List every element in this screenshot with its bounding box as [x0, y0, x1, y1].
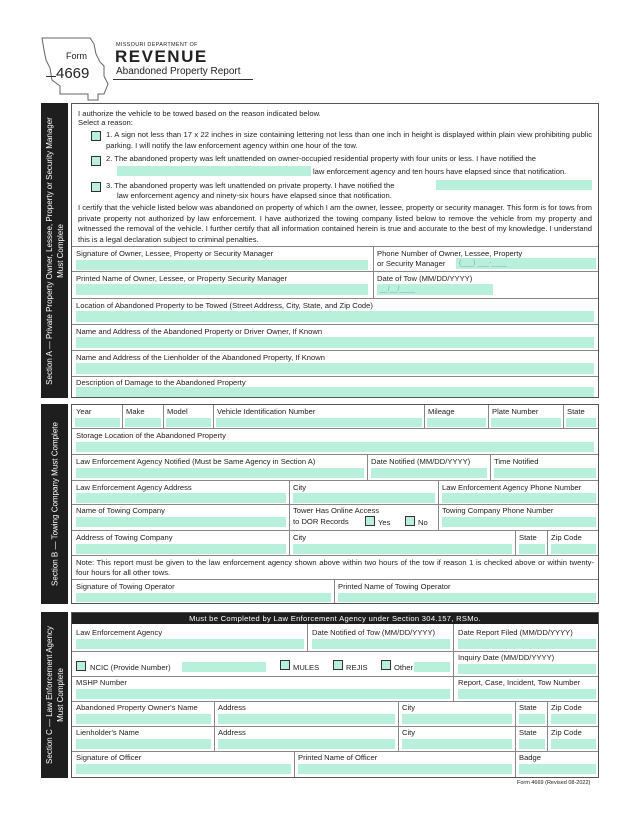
time-notified-field[interactable] [494, 468, 596, 478]
owner-printed-name-field[interactable] [76, 284, 368, 295]
le-city-label: City [293, 483, 307, 492]
time-notified-label: Time Notified [494, 457, 539, 466]
plate-field[interactable] [491, 418, 561, 427]
lienholder-address-label: Address [218, 728, 246, 737]
tower-online-yes-checkbox[interactable] [365, 516, 375, 526]
officer-printed-name-field[interactable] [298, 764, 512, 774]
reason-1-text: 1. A sign not less than 17 x 22 inches in size containing lettering not less than one inch in height is displayed within plain view prohibiting public parking. I will notify the law enforcement agency within one hour of the tow. [106, 130, 592, 150]
make-field[interactable] [125, 418, 161, 427]
owner-zip-label: Zip Code [551, 703, 582, 712]
reason-3-text: 3. The abandoned property was left unattended on private property. I have notified the [106, 181, 395, 190]
date-notified-tow-field[interactable] [312, 639, 450, 649]
reason-2-text: 2. The abandoned property was left unattended on owner-occupied residential property with four units or less. I have notified the [106, 154, 537, 163]
le-phone-field[interactable] [442, 493, 596, 503]
date-notified-label: Date Notified (MM/DD/YYYY) [371, 457, 471, 466]
owner-state-field[interactable] [519, 714, 545, 724]
le-notified-field[interactable] [76, 468, 364, 478]
officer-signature-label: Signature of Officer [76, 753, 142, 762]
model-label: Model [167, 407, 188, 416]
tow-state-field[interactable] [519, 544, 545, 554]
badge-field[interactable] [519, 764, 596, 774]
form-revision: Form 4669 (Revised 08-2022) [517, 780, 591, 786]
tow-zip-field[interactable] [551, 544, 596, 554]
tower-online-no-checkbox[interactable] [405, 516, 415, 526]
no-label: No [418, 518, 428, 527]
other-field[interactable] [414, 662, 450, 672]
date-filed-label: Date Report Filed (MM/DD/YYYY) [458, 628, 573, 637]
location-field[interactable] [76, 311, 594, 322]
ncic-label: NCIC (Provide Number) [90, 663, 171, 672]
agency-small-text: MISSOURI DEPARTMENT OF [116, 42, 198, 48]
date-filed-field[interactable] [458, 639, 596, 649]
reason-2-text-cont: law enforcement agency and ten hours have elapsed since that notification. [313, 167, 567, 176]
tower-online-label: Tower Has Online Access [293, 506, 380, 515]
report-number-field[interactable] [458, 689, 596, 699]
lienholder-state-label: State [519, 728, 537, 737]
lienholder-field[interactable] [76, 363, 594, 374]
other-checkbox[interactable] [381, 660, 391, 670]
le-address-label: Law Enforcement Agency Address [76, 483, 192, 492]
inquiry-date-label: Inquiry Date (MM/DD/YYYY) [458, 653, 555, 662]
year-label: Year [76, 407, 92, 416]
form-title: Abandoned Property Report [116, 66, 241, 77]
vin-field[interactable] [216, 418, 422, 427]
mules-checkbox[interactable] [280, 660, 290, 670]
agency-label: Law Enforcement Agency [76, 628, 163, 637]
le-phone-label: Law Enforcement Agency Phone Number [442, 483, 582, 492]
section-c-side-label: Section C — Law Enforcement Agency Must Complete [41, 612, 68, 778]
owner-address-label: Address [218, 703, 246, 712]
owner-name-field[interactable] [76, 714, 211, 724]
operator-signature-label: Signature of Towing Operator [76, 582, 175, 591]
tow-city-label: City [293, 533, 307, 542]
storage-label: Storage Location of the Abandoned Property [76, 431, 226, 440]
le-city-field[interactable] [293, 493, 435, 503]
storage-field[interactable] [76, 442, 594, 452]
section-b [71, 404, 599, 604]
lienholder-city-field[interactable] [402, 739, 512, 749]
agency-field[interactable] [76, 639, 304, 649]
tow-note: Note: This report must be given to the law enforcement agency shown above within two hours of the tow if reason 1 is checked above or within twenty-four hours for all other tows. [76, 558, 594, 577]
date-notified-field[interactable] [371, 468, 487, 478]
lienholder-zip-field[interactable] [551, 739, 596, 749]
date-notified-tow-label: Date Notified of Tow (MM/DD/YYYY) [312, 628, 436, 637]
lienholder-address-field[interactable] [218, 739, 395, 749]
operator-printed-name-label: Printed Name of Towing Operator [338, 582, 451, 591]
lienholder-city-label: City [402, 728, 416, 737]
driver-owner-label: Name and Address of the Abandoned Property or Driver Owner, If Known [76, 327, 323, 336]
le-address-field[interactable] [76, 493, 286, 503]
reason-2-checkbox[interactable] [91, 156, 101, 166]
owner-city-label: City [402, 703, 416, 712]
tow-zip-label: Zip Code [551, 533, 582, 542]
auth-line-1: I authorize the vehicle to be towed based on the reason indicated below. [78, 109, 321, 118]
certification-text: I certify that the vehicle listed below was abandoned on property of which I am the owner, lessee, property or security manager. This form is for tows from private property not authorized by law enforcement. I have authorized the towing company listed below to remove the vehicle from my property and witnessed the removal of the vehicle. I further certify that all information contained herein is true and accurate to the best of my knowledge. I understand this is a legal declaration subject to criminal penalties. [78, 203, 592, 244]
tow-phone-label: Towing Company Phone Number [442, 506, 554, 515]
owner-signature-field[interactable] [76, 260, 368, 270]
date-of-tow-field[interactable]: __/__/____ [377, 284, 493, 295]
section-a-side-label: Section A — Private Property Owner, Lessee, Property or Security Manager Must Complete [41, 103, 68, 398]
header-tick [46, 76, 56, 77]
revenue-logo: REVENUE [115, 47, 208, 66]
officer-signature-field[interactable] [76, 764, 291, 774]
report-number-label: Report, Case, Incident, Tow Number [458, 678, 581, 687]
tow-company-name-label: Name of Towing Company [76, 506, 165, 515]
mileage-field[interactable] [427, 418, 486, 427]
le-notified-label: Law Enforcement Agency Notified (Must be Same Agency in Section A) [76, 457, 316, 466]
owner-state-label: State [519, 703, 537, 712]
year-field[interactable] [75, 418, 120, 427]
reason-1-checkbox[interactable] [91, 131, 101, 141]
damage-label: Description of Damage to the Abandoned Property [76, 378, 246, 387]
rejis-label: REJIS [346, 663, 368, 672]
title-underline [113, 79, 253, 80]
mules-label: MULES [293, 663, 320, 672]
officer-printed-name-label: Printed Name of Officer [298, 753, 378, 762]
state-field[interactable] [566, 418, 596, 427]
owner-phone-field[interactable]: (___) ___-____ [456, 258, 596, 269]
tow-company-name-field[interactable] [76, 517, 286, 527]
mileage-label: Mileage [428, 407, 455, 416]
model-field[interactable] [166, 418, 211, 427]
badge-label: Badge [519, 753, 541, 762]
state-label: State [567, 407, 585, 416]
auth-line-2: Select a reason: [78, 118, 133, 127]
operator-signature-field[interactable] [76, 593, 331, 602]
form-number: 4669 [56, 65, 90, 82]
owner-zip-field[interactable] [551, 714, 596, 724]
other-label: Other [394, 663, 413, 672]
reason-2-agency-field[interactable] [117, 166, 311, 176]
operator-printed-name-field[interactable] [338, 593, 596, 602]
lienholder-label: Name and Address of the Lienholder of the Abandoned Property, If Known [76, 353, 325, 362]
ncic-checkbox[interactable] [76, 661, 86, 671]
yes-label: Yes [378, 518, 391, 527]
lienholder-state-field[interactable] [519, 739, 545, 749]
inquiry-date-field[interactable] [458, 664, 596, 674]
owner-city-field[interactable] [402, 714, 512, 724]
lienholder-name-label: Lienholder's Name [76, 728, 140, 737]
mshp-label: MSHP Number [76, 678, 127, 687]
date-of-tow-label: Date of Tow (MM/DD/YYYY) [377, 274, 473, 283]
reason-3-agency-field[interactable] [436, 180, 592, 190]
tow-phone-field[interactable] [442, 517, 596, 527]
tow-address-field[interactable] [76, 544, 286, 554]
owner-phone-label-cont: or Security Manager [377, 259, 446, 268]
mshp-field[interactable] [76, 689, 450, 699]
tower-online-label-cont: to DOR Records [293, 517, 349, 526]
form-label: Form [66, 51, 87, 61]
section-c [71, 612, 599, 778]
lienholder-zip-label: Zip Code [551, 728, 582, 737]
plate-label: Plate Number [492, 407, 539, 416]
owner-address-field[interactable] [218, 714, 395, 724]
section-b-side-label: Section B — Towing Company Must Complete [41, 404, 68, 604]
driver-owner-field[interactable] [76, 337, 594, 348]
rejis-checkbox[interactable] [333, 660, 343, 670]
tow-city-field[interactable] [293, 544, 512, 554]
owner-name-label: Abandoned Property Owner's Name [76, 703, 198, 712]
tow-state-label: State [519, 533, 537, 542]
vin-label: Vehicle Identification Number [217, 407, 316, 416]
tow-address-label: Address of Towing Company [76, 533, 173, 542]
owner-printed-name-label: Printed Name of Owner, Lessee, or Property Security Manager [76, 274, 288, 283]
section-a [71, 103, 599, 398]
ncic-field[interactable] [182, 662, 266, 672]
make-label: Make [126, 407, 145, 416]
damage-field[interactable] [76, 387, 594, 397]
owner-signature-label: Signature of Owner, Lessee, Property or Security Manager [76, 249, 274, 258]
reason-3-checkbox[interactable] [91, 182, 101, 192]
section-c-banner: Must be Completed by Law Enforcement Agency under Section 304.157, RSMo. [72, 613, 598, 624]
owner-phone-label: Phone Number of Owner, Lessee, Property [377, 249, 523, 258]
reason-3-text-cont: law enforcement agency and ninety-six hours have elapsed since that notification. [117, 191, 392, 200]
location-label: Location of Abandoned Property to be Towed (Street Address, City, State, and Zip Code) [76, 301, 373, 310]
lienholder-name-field[interactable] [76, 739, 211, 749]
